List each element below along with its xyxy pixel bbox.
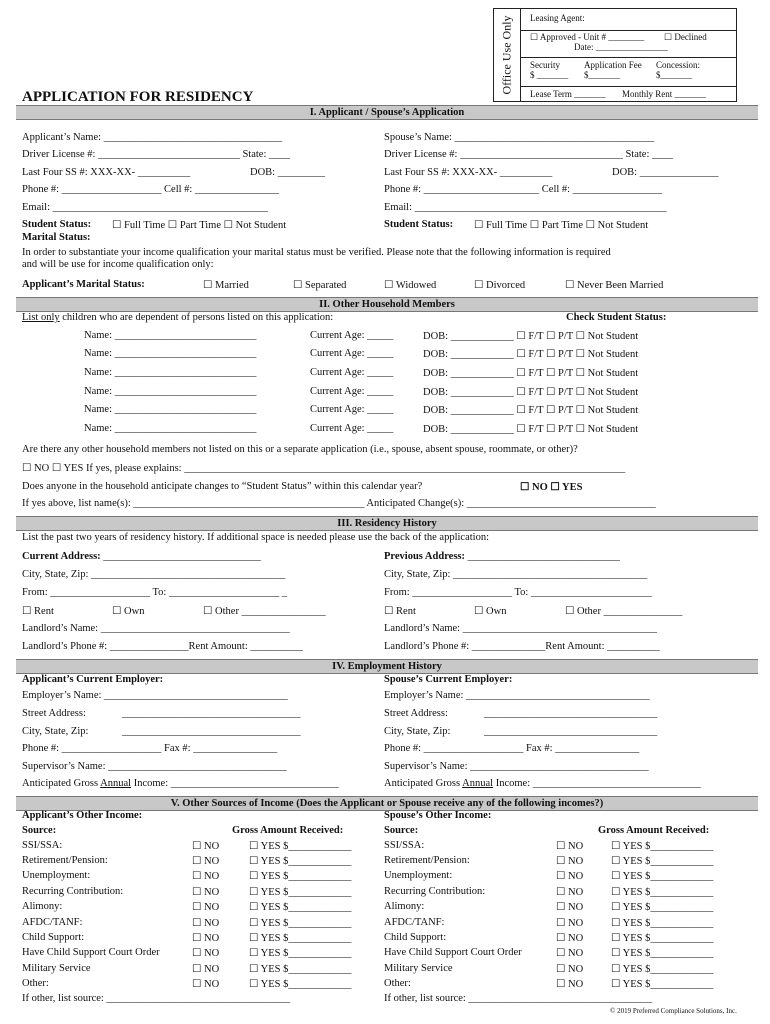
list-only-underline: List only: [22, 312, 60, 323]
spouse-phone-field[interactable]: Phone #: ______________________ Cell #: _________________: [384, 184, 662, 195]
spouse-income-no-checkbox[interactable]: ☐ NO: [556, 841, 584, 852]
applicant-employer-name-field[interactable]: Employer’s Name: ___________________________________: [22, 690, 288, 701]
applicant-ss-field[interactable]: Last Four SS #: XXX-XX- __________: [22, 167, 191, 178]
member-dob-status[interactable]: DOB: ____________ ☐ F/T ☐ P/T ☐ Not Student: [423, 349, 639, 360]
spouse-income-yes-amount[interactable]: ☐ YES $____________: [611, 841, 714, 852]
household-intro: [22, 312, 333, 323]
spouse-income-no-checkbox[interactable]: ☐ NO: [556, 856, 584, 867]
section-5-header: V. Other Sources of Income (Does the Applicant or Spouse receive any of the following incomes?): [16, 796, 758, 811]
applicant-income-source: Military Service: [22, 963, 91, 974]
applicant-student-options[interactable]: ☐ Full Time ☐ Part Time ☐ Not Student: [112, 220, 287, 231]
member-dob-status[interactable]: DOB: ____________ ☐ F/T ☐ P/T ☐ Not Student: [423, 331, 639, 342]
member-age-field[interactable]: Current Age: _____: [310, 348, 394, 359]
applicant-employer-heading: Applicant’s Current Employer:: [22, 674, 164, 685]
spouse-income-yes-amount[interactable]: ☐ YES $____________: [611, 948, 714, 959]
applicant-name-field[interactable]: Applicant’s Name: __________________________________: [22, 132, 283, 143]
current-address-field[interactable]: ______________________________: [103, 551, 261, 562]
spouse-source-label: Source:: [384, 825, 419, 836]
marital-text-2: and will be use for income qualification only:: [22, 259, 214, 270]
applicant-dob-field[interactable]: DOB: _________: [250, 167, 325, 178]
spouse-income-no-checkbox[interactable]: ☐ NO: [556, 871, 584, 882]
applicant-income-yes-amount[interactable]: ☐ YES $____________: [249, 979, 352, 990]
applicant-income-source: AFDC/TANF:: [22, 917, 83, 928]
member-age-field[interactable]: Current Age: _____: [310, 423, 394, 434]
applicant-income-no-checkbox[interactable]: ☐ NO: [192, 841, 220, 852]
applicant-income-source: Unemployment:: [22, 870, 91, 881]
spouse-dob-field[interactable]: DOB: _______________: [612, 167, 719, 178]
spouse-income-yes-amount[interactable]: ☐ YES $____________: [611, 979, 714, 990]
income-annual: Annual: [462, 778, 494, 789]
spouse-gross-label: Gross Amount Received:: [598, 825, 710, 836]
spouse-income-yes-amount[interactable]: ☐ YES $____________: [611, 856, 714, 867]
member-age-field[interactable]: Current Age: _____: [310, 367, 394, 378]
applicant-dl-field[interactable]: Driver License #: ___________________________ State: ____: [22, 149, 291, 160]
applicant-income-yes-amount[interactable]: ☐ YES $____________: [249, 887, 352, 898]
spouse-street-label: Street Address:: [384, 708, 448, 719]
current-address-label: Current Address:: [22, 551, 101, 562]
member-name-field[interactable]: Name: ___________________________: [84, 330, 257, 341]
spouse-income-no-checkbox[interactable]: ☐ NO: [556, 964, 584, 975]
spouse-income-yes-amount[interactable]: ☐ YES $____________: [611, 933, 714, 944]
app-fee-label: Application Fee: [584, 60, 642, 70]
applicant-street-field[interactable]: __________________________________: [122, 708, 301, 719]
student-change-question: Does anyone in the household anticipate changes to “Student Status” within this calendar year?: [22, 481, 423, 492]
applicant-income-source: Other:: [22, 978, 49, 989]
current-other-option[interactable]: ☐ Other ________________: [203, 606, 326, 617]
current-city-field[interactable]: City, State, Zip: _____________________________________: [22, 569, 286, 580]
member-dob-status[interactable]: DOB: ____________ ☐ F/T ☐ P/T ☐ Not Student: [423, 368, 639, 379]
other-members-answer[interactable]: ☐ NO ☐ YES If yes, please explains: ____________________________________________________________________________________: [22, 463, 626, 474]
previous-city-field[interactable]: City, State, Zip: _____________________________________: [384, 569, 648, 580]
section-1-header: I. Applicant / Spouse’s Application: [16, 105, 758, 120]
member-age-field[interactable]: Current Age: _____: [310, 386, 394, 397]
income-suffix[interactable]: Income: ________________________________: [493, 778, 701, 789]
check-student-label: Check Student Status:: [566, 312, 667, 323]
previous-other-option[interactable]: ☐ Other _______________: [565, 606, 683, 617]
spouse-email-field[interactable]: Email: ________________________________________________: [384, 202, 667, 213]
marital-status-label: Marital Status:: [22, 232, 91, 243]
income-prefix: Anticipated Gross: [384, 778, 463, 789]
other-members-question: Are there any other household members not listed on this or a separate application (i.e., spouse, absent spouse, roommate, or other)?: [22, 444, 578, 455]
applicant-income-yes-amount[interactable]: ☐ YES $____________: [249, 964, 352, 975]
applicant-employer-phone-field[interactable]: Phone #: ___________________ Fax #: ________________: [22, 743, 278, 754]
applicant-income-no-checkbox[interactable]: ☐ NO: [192, 948, 220, 959]
spouse-employer-heading: Spouse’s Current Employer:: [384, 674, 513, 685]
section-2-header: II. Other Household Members: [16, 297, 758, 312]
copyright-footer: © 2019 Preferred Compliance Solutions, Inc.: [610, 1007, 737, 1015]
section-3-header: III. Residency History: [16, 516, 758, 531]
applicant-income-no-checkbox[interactable]: ☐ NO: [192, 964, 220, 975]
spouse-income-no-checkbox[interactable]: ☐ NO: [556, 948, 584, 959]
previous-address-row[interactable]: [384, 551, 620, 562]
applicant-student-label: Student Status:: [22, 219, 92, 230]
spouse-dl-field[interactable]: Driver License #: _______________________________ State: ____: [384, 149, 674, 160]
marital-never-married[interactable]: ☐ Never Been Married: [565, 280, 664, 291]
spouse-student-options[interactable]: ☐ Full Time ☐ Part Time ☐ Not Student: [474, 220, 649, 231]
office-date-field[interactable]: Date: ________________: [574, 42, 668, 52]
member-name-field[interactable]: Name: ___________________________: [84, 423, 257, 434]
income-prefix: Anticipated Gross: [22, 778, 101, 789]
applicant-income-source: Have Child Support Court Order: [22, 947, 160, 958]
concession-field[interactable]: $_______: [656, 70, 692, 80]
spouse-employer-name-field[interactable]: Employer’s Name: ___________________________________: [384, 690, 650, 701]
spouse-name-field[interactable]: Spouse’s Name: ______________________________________: [384, 132, 655, 143]
applicant-income-no-checkbox[interactable]: ☐ NO: [192, 933, 220, 944]
spouse-other-source-field[interactable]: If other, list source: ___________________________________: [384, 993, 653, 1004]
spouse-income-yes-amount[interactable]: ☐ YES $____________: [611, 871, 714, 882]
applicant-income-yes-amount[interactable]: ☐ YES $____________: [249, 948, 352, 959]
current-address-row[interactable]: [22, 551, 261, 562]
spouse-income-source: Alimony:: [384, 901, 425, 912]
applicant-income-no-checkbox[interactable]: ☐ NO: [192, 902, 220, 913]
spouse-income-yes-amount[interactable]: ☐ YES $____________: [611, 902, 714, 913]
spouse-street-field[interactable]: _________________________________: [484, 708, 658, 719]
section-4-header: IV. Employment History: [16, 659, 758, 674]
marital-divorced[interactable]: ☐ Divorced: [474, 280, 526, 291]
applicant-income-source: Alimony:: [22, 901, 63, 912]
spouse-income-yes-amount[interactable]: ☐ YES $____________: [611, 887, 714, 898]
applicant-supervisor-field[interactable]: Supervisor’s Name: __________________________________: [22, 761, 287, 772]
member-name-field[interactable]: Name: ___________________________: [84, 367, 257, 378]
spouse-income-source: Child Support:: [384, 932, 447, 943]
applicant-gross-label: Gross Amount Received:: [232, 825, 344, 836]
previous-from-to-field[interactable]: From: ___________________ To: _______________________: [384, 587, 652, 598]
applicant-income-source: Recurring Contribution:: [22, 886, 124, 897]
security-label: Security: [530, 60, 560, 70]
applicant-income-no-checkbox[interactable]: ☐ NO: [192, 856, 220, 867]
lease-term-field[interactable]: Lease Term _______: [530, 89, 606, 99]
applicant-email-field[interactable]: Email: _________________________________________: [22, 202, 268, 213]
previous-address-field[interactable]: _____________________________: [467, 551, 620, 562]
spouse-income-source: Other:: [384, 978, 411, 989]
applicant-income-yes-amount[interactable]: ☐ YES $____________: [249, 933, 352, 944]
spouse-income-source: SSI/SSA:: [384, 840, 425, 851]
applicant-income-yes-amount[interactable]: ☐ YES $____________: [249, 856, 352, 867]
spouse-supervisor-field[interactable]: Supervisor’s Name: __________________________________: [384, 761, 649, 772]
spouse-income-source: Retirement/Pension:: [384, 855, 470, 866]
monthly-rent-field[interactable]: Monthly Rent _______: [622, 89, 707, 99]
applicant-income-yes-amount[interactable]: ☐ YES $____________: [249, 902, 352, 913]
approved-checkbox[interactable]: ☐ Approved - Unit # ________: [530, 32, 645, 42]
marital-separated[interactable]: ☐ Separated: [293, 280, 347, 291]
previous-own-option[interactable]: ☐ Own: [474, 606, 507, 617]
marital-text-1: In order to substantiate your income qualification your marital status must be verified. Please note that the following information is required: [22, 247, 611, 258]
member-dob-status[interactable]: DOB: ____________ ☐ F/T ☐ P/T ☐ Not Student: [423, 405, 639, 416]
member-name-field[interactable]: Name: ___________________________: [84, 386, 257, 397]
applicant-source-label: Source:: [22, 825, 57, 836]
applicant-phone-field[interactable]: Phone #: ___________________ Cell #: ________________: [22, 184, 279, 195]
spouse-student-label: Student Status:: [384, 219, 454, 230]
current-landlord-field[interactable]: Landlord’s Name: ____________________________________: [22, 623, 290, 634]
app-fee-field[interactable]: $_______: [584, 70, 620, 80]
applicant-income-no-checkbox[interactable]: ☐ NO: [192, 979, 220, 990]
applicant-income-yes-amount[interactable]: ☐ YES $____________: [249, 841, 352, 852]
member-dob-status[interactable]: DOB: ____________ ☐ F/T ☐ P/T ☐ Not Student: [423, 387, 639, 398]
spouse-income-yes-amount[interactable]: ☐ YES $____________: [611, 964, 714, 975]
spouse-income-no-checkbox[interactable]: ☐ NO: [556, 918, 584, 929]
spouse-income-source: Unemployment:: [384, 870, 453, 881]
applicant-income-source: SSI/SSA:: [22, 840, 63, 851]
applicant-income-no-checkbox[interactable]: ☐ NO: [192, 887, 220, 898]
member-age-field[interactable]: Current Age: _____: [310, 404, 394, 415]
security-field[interactable]: $ _______: [530, 70, 569, 80]
spouse-income-no-checkbox[interactable]: ☐ NO: [556, 902, 584, 913]
concession-label: Concession:: [656, 60, 700, 70]
current-own-option[interactable]: ☐ Own: [112, 606, 145, 617]
student-change-options[interactable]: ☐ NO ☐ YES: [520, 482, 583, 493]
applicant-other-source-field[interactable]: If other, list source: ___________________________________: [22, 993, 291, 1004]
marital-married[interactable]: ☐ Married: [203, 280, 249, 291]
applicant-income-no-checkbox[interactable]: ☐ NO: [192, 918, 220, 929]
marital-widowed[interactable]: ☐ Widowed: [384, 280, 437, 291]
applicant-income-field[interactable]: [22, 778, 339, 789]
applicant-income-yes-amount[interactable]: ☐ YES $____________: [249, 871, 352, 882]
current-landlord-phone-field[interactable]: Landlord’s Phone #: _______________Rent Amount: __________: [22, 641, 303, 652]
applicant-income-yes-amount[interactable]: ☐ YES $____________: [249, 918, 352, 929]
spouse-income-source: Have Child Support Court Order: [384, 947, 522, 958]
marital-row-label: Applicant’s Marital Status:: [22, 279, 145, 290]
spouse-ss-field[interactable]: Last Four SS #: XXX-XX- __________: [384, 167, 553, 178]
current-from-to-field[interactable]: From: ___________________ To: _____________________ _: [22, 587, 288, 598]
spouse-income-no-checkbox[interactable]: ☐ NO: [556, 979, 584, 990]
applicant-income-source: Retirement/Pension:: [22, 855, 108, 866]
previous-landlord-field[interactable]: Landlord’s Name: _____________________________________: [384, 623, 657, 634]
current-rent-option[interactable]: ☐ Rent: [22, 606, 54, 617]
member-age-field[interactable]: Current Age: _____: [310, 330, 394, 341]
office-use-label-cell: [494, 9, 521, 101]
spouse-income-yes-amount[interactable]: ☐ YES $____________: [611, 918, 714, 929]
page-title: APPLICATION FOR RESIDENCY: [22, 89, 254, 105]
applicant-other-income-heading: Applicant’s Other Income:: [22, 810, 143, 821]
member-dob-status[interactable]: DOB: ____________ ☐ F/T ☐ P/T ☐ Not Student: [423, 424, 639, 435]
residency-intro: List the past two years of residency history. If additional space is needed please use the back of the application:: [22, 532, 489, 543]
spouse-income-no-checkbox[interactable]: ☐ NO: [556, 933, 584, 944]
office-use-box: [493, 8, 737, 102]
spouse-income-source: Military Service: [384, 963, 453, 974]
income-suffix[interactable]: Income: ________________________________: [131, 778, 339, 789]
household-intro-text: children who are dependent of persons listed on this application:: [59, 312, 334, 323]
applicant-income-no-checkbox[interactable]: ☐ NO: [192, 871, 220, 882]
spouse-city-label: City, State, Zip:: [384, 726, 451, 737]
spouse-income-field[interactable]: [384, 778, 701, 789]
previous-rent-option[interactable]: ☐ Rent: [384, 606, 416, 617]
spouse-income-no-checkbox[interactable]: ☐ NO: [556, 887, 584, 898]
applicant-city-label: City, State, Zip:: [22, 726, 89, 737]
applicant-city-field[interactable]: __________________________________: [122, 726, 301, 737]
previous-address-label: Previous Address:: [384, 551, 465, 562]
previous-landlord-phone-field[interactable]: Landlord’s Phone #: ______________Rent Amount: __________: [384, 641, 660, 652]
applicant-street-label: Street Address:: [22, 708, 86, 719]
member-name-field[interactable]: Name: ___________________________: [84, 404, 257, 415]
spouse-income-source: Recurring Contribution:: [384, 886, 486, 897]
member-name-field[interactable]: Name: ___________________________: [84, 348, 257, 359]
spouse-income-source: AFDC/TANF:: [384, 917, 445, 928]
spouse-employer-phone-field[interactable]: Phone #: ___________________ Fax #: ________________: [384, 743, 640, 754]
student-change-names[interactable]: If yes above, list name(s): ____________________________________________ Anticipated Change(s): ____________________________________: [22, 498, 656, 509]
spouse-city-field[interactable]: _________________________________: [484, 726, 658, 737]
declined-checkbox[interactable]: ☐ Declined: [664, 32, 707, 42]
applicant-income-source: Child Support:: [22, 932, 85, 943]
income-annual: Annual: [100, 778, 132, 789]
spouse-other-income-heading: Spouse’s Other Income:: [384, 810, 492, 821]
office-use-label: Office Use Only: [499, 15, 514, 95]
leasing-agent-field[interactable]: Leasing Agent:: [530, 13, 585, 23]
